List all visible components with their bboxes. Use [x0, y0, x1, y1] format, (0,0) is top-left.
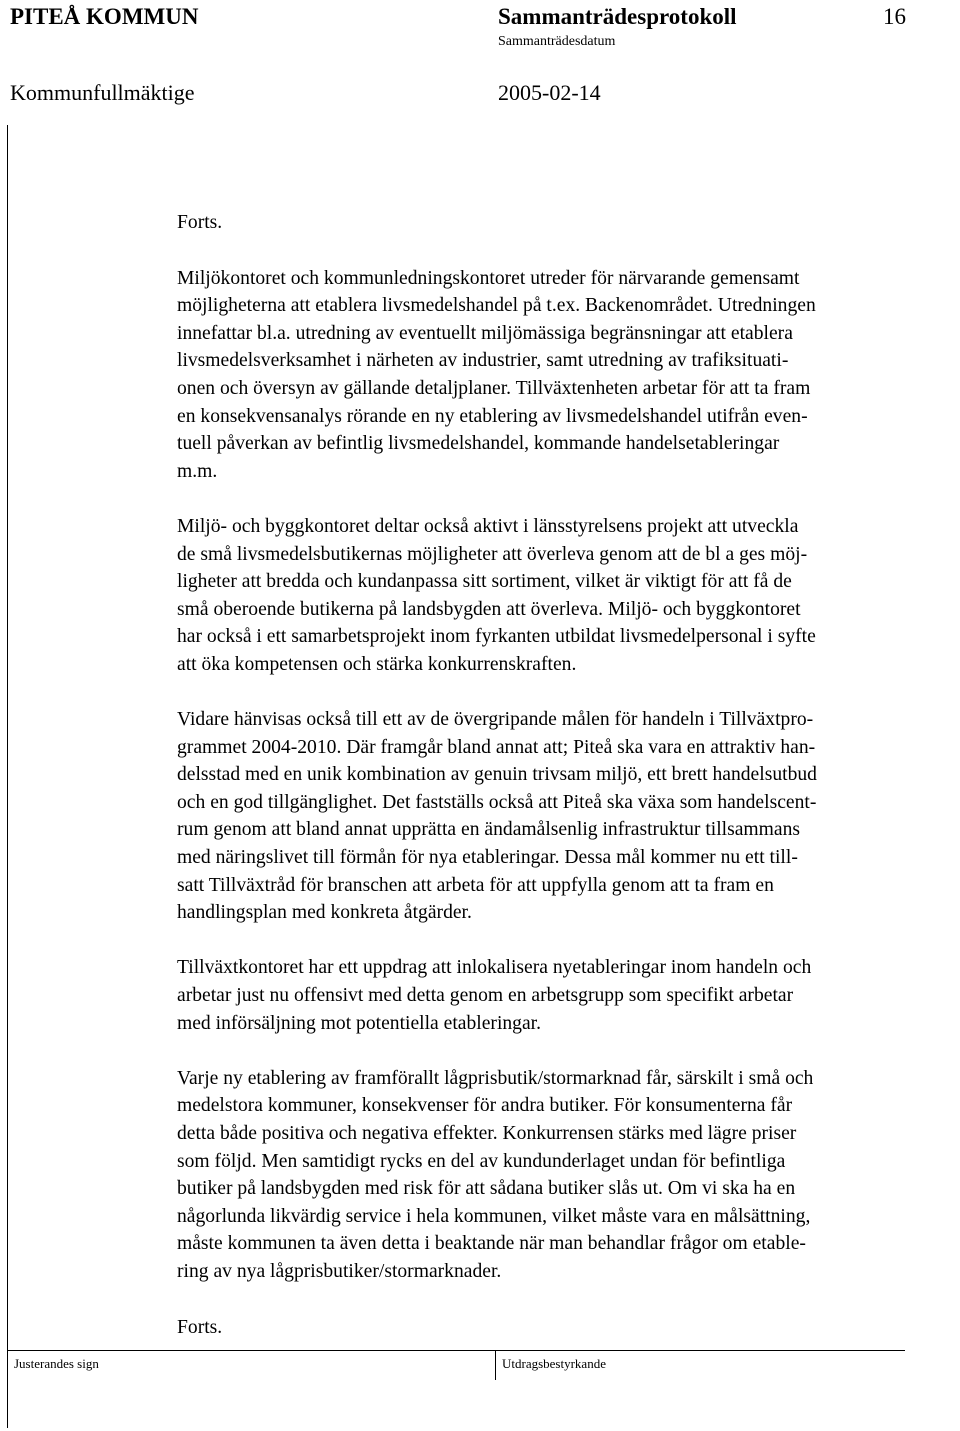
continued-marker-bottom: Forts.: [177, 1316, 223, 1338]
paragraph-growth-programme: Vidare hänvisas också till ett av de övergripande målen för handeln i Tillväxtpro- grammet 2004-2010. Där framgår bland annat att; Piteå ska vara en attraktiv han- delsstad med en unik kombination av genuin trivsam miljö, ett brett handelsutbud och en god tillgänglighet. Det fastställs också att Piteå ska växa som handelscent- rum genom att bland annat upprätta en ändamålsenlig infrastruktur tillsammans med näringslivet till förmån för nya etableringar. Dessa mål kommer nu ett till- satt Tillväxtråd för branschen att arbeta för att uppfylla genom att ta fram en handlingsplan med konkreta åtgärder.: [177, 709, 817, 924]
continued-marker-top: Forts.: [177, 212, 223, 233]
adjuster-signature-label: Justerandes sign: [14, 1356, 99, 1371]
document-title: Sammanträdesprotokoll: [498, 4, 737, 29]
extract-certification-label: Utdragsbestyrkande: [502, 1356, 606, 1371]
page-number: 16: [883, 4, 906, 29]
organization-name: PITEÅ KOMMUN: [10, 4, 199, 29]
paragraph-investigation: Miljökontoret och kommunledningskontoret utreder för närvarande gemensamt möjligheterna att etablera livsmedelshandel på t.ex. Backenområdet. Utredningen innefattar bl.a. utredning av eventuellt miljömässiga begränsningar att etablera livsmedelsverksamhet i närheten av industrier, samt utredning av trafiksituati- onen och översyn av gällande detaljplaner. Tillväxtenheten arbetar för att ta fram en konsekvensanalys rörande en ny etablering av livsmedelshandel utifrån even- tuell påverkan av befintlig livsmedelshandel, kommande handelsetableringar m.m.: [177, 267, 816, 482]
protocol-body: [177, 209, 952, 1341]
margin-rule: [7, 125, 8, 1428]
meeting-date-label: Sammanträdesdatum: [498, 34, 616, 49]
paragraph-discount-stores: Varje ny etablering av framförallt lågprisbutik/stormarknad får, särskilt i små och medelstora kommuner, konsekvenser för andra butiker. För konsumenterna får detta både positiva och negativa effekter. Konkurrensen stärks med lägre priser som följd. Men samtidigt rycks en del av kundunderlaget undan för befintliga butiker på landsbygden med risk för att sådana butiker slås ut. Om vi ska ha en någorlunda likvärdig service i hela kommunen, vilket måste vara en målsättning, måste kommunen ta även detta i beaktande när man behandlar frågor om etable- ring av nya lågprisbutiker/stormarknader.: [177, 1067, 814, 1282]
paragraph-growth-office: Tillväxtkontoret har ett uppdrag att inlokalisera nyetableringar inom handeln och arbetar just nu offensivt med detta genom en arbetsgrupp som specifikt arbetar med införsäljning mot potentiella etableringar.: [177, 957, 812, 1034]
meeting-date: 2005-02-14: [498, 80, 601, 105]
footer-divider: [495, 1350, 496, 1380]
footer-rule: [7, 1350, 905, 1351]
paragraph-environment-office: Miljö- och byggkontoret deltar också aktivt i länsstyrelsens projekt att utveckla de små livsmedelsbutikernas möjligheter att överleva genom att de bl a ges möj- ligheter att bredda och kundanpassa sitt sortiment, vilket är viktigt för att få de små oberoende butikerna på landsbygden att överleva. Miljö- och byggkontoret har också i ett samarbetsprojekt inom fyrkanten utbildat livsmedelpersonal i syfte att öka kompetensen och stärka konkurrenskraften.: [177, 515, 816, 675]
assembly-name: Kommunfullmäktige: [10, 80, 195, 105]
